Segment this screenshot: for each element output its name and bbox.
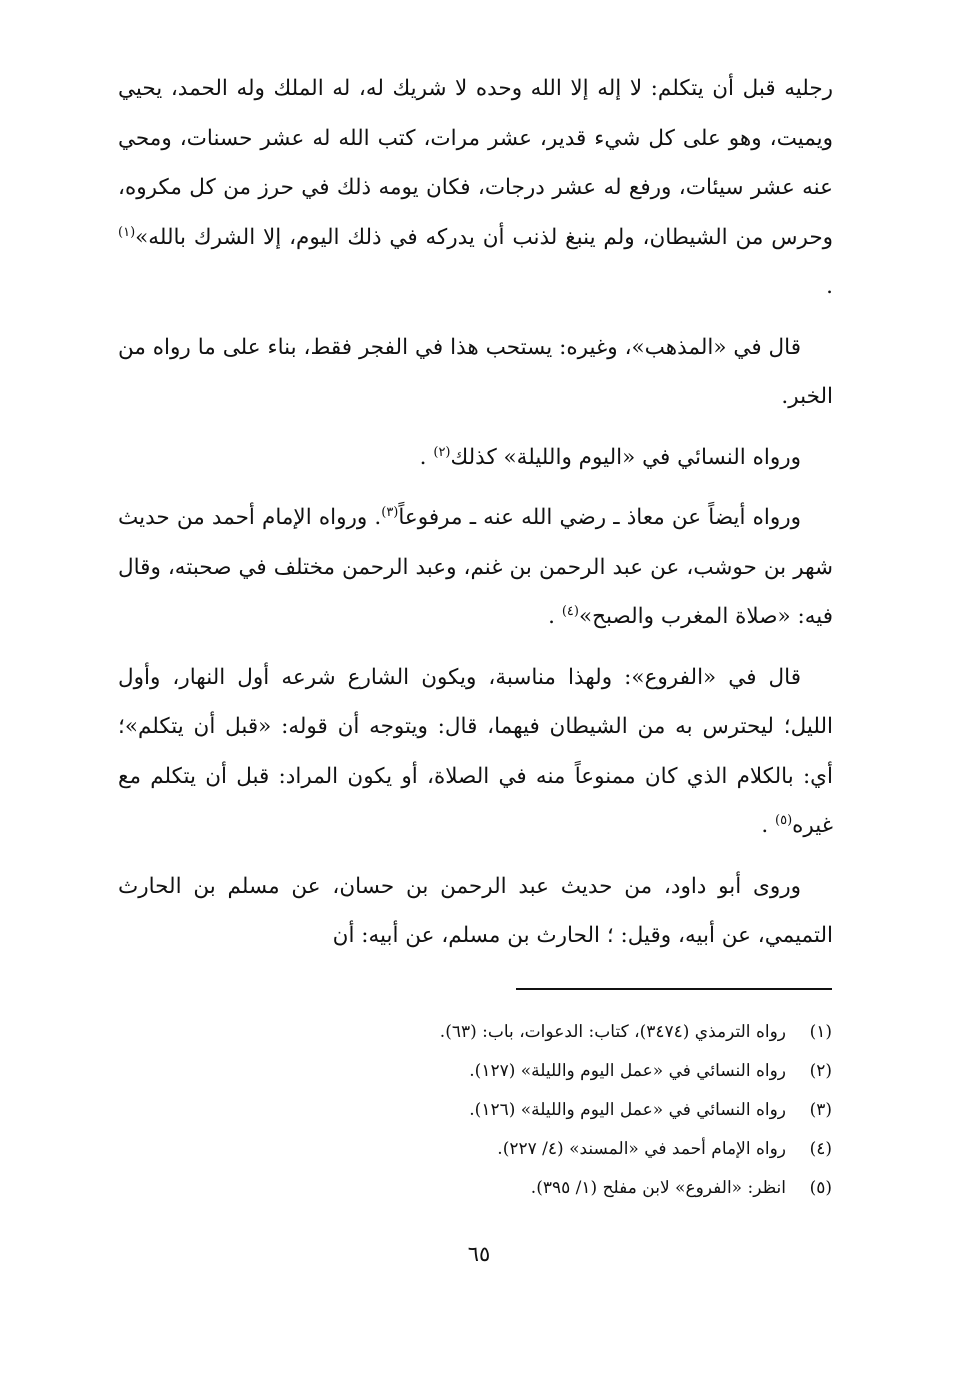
footnote-ref: (٣)	[381, 505, 399, 520]
paragraph-text: ورواه النسائي في «اليوم والليلة» كذلك	[450, 444, 801, 470]
footnote-number: (٤)	[809, 1139, 832, 1159]
paragraph	[118, 653, 833, 851]
paragraph	[118, 433, 833, 483]
footnote-text: رواه الترمذي (٣٤٧٤)، كتاب: الدعوات، باب: (٦٣).	[439, 1022, 786, 1042]
body-text	[118, 64, 833, 972]
footnote	[132, 1013, 832, 1052]
footnote-ref: (٥)	[775, 813, 793, 828]
paragraph-text: قال في «الفروع»: ولهذا مناسبة، ويكون الشارع شرعه أول النهار، وأول الليل؛ ليحترس به من الشيطان فيهما، قال: ويتوجه أن قوله: «قبل أن يتكلم»؛ أي: بالكلام الذي كان ممنوعاً منه في الصلاة، أو يكون المراد: قبل أن يتكلم مع غيره	[118, 664, 833, 838]
paragraph	[118, 862, 833, 961]
footnote-ref: (٢)	[433, 444, 451, 460]
footnote	[132, 1052, 832, 1091]
paragraph-end: .	[419, 444, 427, 470]
paragraph-end: .	[548, 604, 555, 629]
page-number: ٦٥	[467, 1242, 491, 1266]
footnote-number: (١)	[809, 1022, 832, 1042]
footnote-text: رواه النسائي في «عمل اليوم والليلة» (١٢٧).	[469, 1061, 786, 1081]
footnote-number: (٣)	[809, 1100, 832, 1120]
footnote	[132, 1169, 832, 1208]
footnote-number: (٢)	[809, 1061, 832, 1081]
footnote-text: رواه الإمام أحمد في «المسند» (٤/ ٢٢٧).	[497, 1139, 786, 1159]
paragraph	[118, 64, 833, 312]
paragraph	[118, 493, 833, 642]
paragraph-text: وروى أبو داود، من حديث عبد الرحمن بن حسان، عن مسلم بن الحارث التميمي، عن أبيه، وقيل: ؛ الحارث بن مسلم، عن أبيه: أن	[118, 873, 833, 948]
footnote-text: انظر: «الفروع» لابن مفلح (١/ ٣٩٥).	[530, 1178, 786, 1198]
paragraph-text: ورواه أيضاً عن معاذ ـ رضي الله عنه ـ مرفوعاً	[398, 505, 801, 530]
footnote-ref: (١)	[118, 224, 136, 240]
paragraph-text: رجليه قبل أن يتكلم: لا إله إلا الله وحده لا شريك له، له الملك وله الحمد، يحيي ويميت، وهو على كل شيء قدير، عشر مرات، كتب الله له عشر حسنات، ومحي عنه عشر سيئات، ورفع له عشر درجات، فكان يومه ذلك في حرز من كل مكروه، وحرس من الشيطان، ولم ينبغ لذنب أن يدركه في ذلك اليوم، إلا الشرك بالله»	[118, 76, 833, 250]
paragraph-end: .	[761, 813, 769, 838]
footnote-number: (٥)	[809, 1178, 832, 1198]
footnote-ref: (٤)	[561, 604, 579, 619]
footnote-text: رواه النسائي في «عمل اليوم والليلة» (١٢٦).	[469, 1100, 786, 1120]
paragraph	[118, 323, 833, 422]
paragraph-end: .	[826, 274, 833, 299]
paragraph-text: قال في «المذهب»، وغيره: يستحب هذا في الفجر فقط، بناء على ما رواه من الخبر.	[118, 334, 833, 409]
footnotes	[132, 1013, 832, 1208]
footnote	[132, 1130, 832, 1169]
footnote	[132, 1091, 832, 1130]
paragraph-text: . ورواه الإمام أحمد من حديث شهر بن حوشب، عن عبد الرحمن بن غنم، وعبد الرحمن مختلف في صحبته، وقال فيه: «صلاة المغرب والصبح»	[118, 505, 833, 629]
footnote-divider	[516, 988, 832, 990]
